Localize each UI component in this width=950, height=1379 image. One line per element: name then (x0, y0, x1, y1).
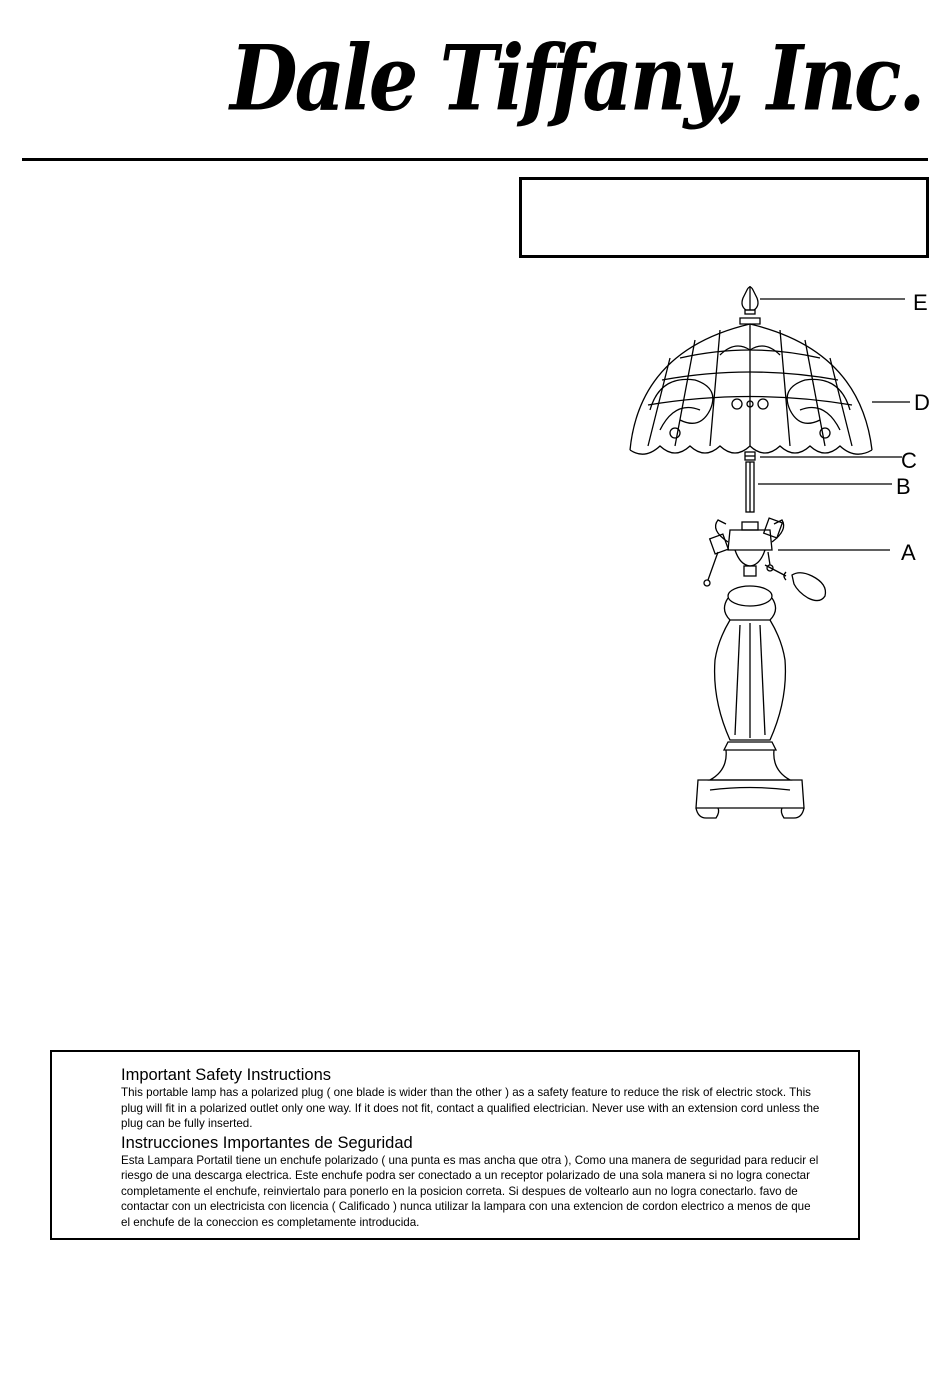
label-e: E (913, 290, 928, 315)
label-a: A (901, 540, 916, 565)
header-divider (22, 158, 928, 161)
safety-heading-english: Important Safety Instructions (121, 1066, 332, 1084)
finial-part (742, 286, 758, 314)
lamp-assembly-diagram (600, 280, 945, 825)
threaded-rod-part (746, 462, 754, 512)
label-d: D (914, 390, 930, 415)
safety-instructions-box (50, 1050, 860, 1240)
lamp-base-part (696, 586, 804, 818)
model-number-box (519, 177, 929, 258)
svg-text:Dale Tiffany, Inc.: Dale Tiffany, Inc. (230, 25, 923, 132)
safety-text-english: This portable lamp has a polarized plug ( one blade is wider than the other ) as a safety feature to reduce the risk of electric stock. This plug will fit in a polarized outlet only one way. If it does not fit, contact a qualified electrician. Never use with an extension cord unless the plug can be fully inserted. (121, 1086, 820, 1130)
safety-text-spanish: Esta Lampara Portatil tiene un enchufe polarizado ( una punta es mas ancha que otra ), Como una manera de seguridad para reducir el riesgo de una descarga electrica. Este enchufe podra ser conectado a un receptor polarizado de una sola manera si no logra conectar completamente el enchufe, reinviertalo para ponerlo en la posicion correta. Si despues de voltearlo aun no logra conectarlo. favo de contactar con un electricista con licencia ( Calificado ) nunca utilizar la lampara con una extencion de cordon electrico a menos de que el enchufe de la coneccion es completamente introducida. (121, 1153, 819, 1229)
label-b: B (896, 474, 911, 499)
company-logo (220, 20, 923, 150)
safety-content (121, 1066, 821, 1232)
label-c: C (901, 448, 917, 473)
nut-part (745, 452, 755, 460)
lamp-shade-part (630, 318, 872, 454)
safety-heading-spanish: Instrucciones Importantes de Seguridad (121, 1133, 413, 1152)
